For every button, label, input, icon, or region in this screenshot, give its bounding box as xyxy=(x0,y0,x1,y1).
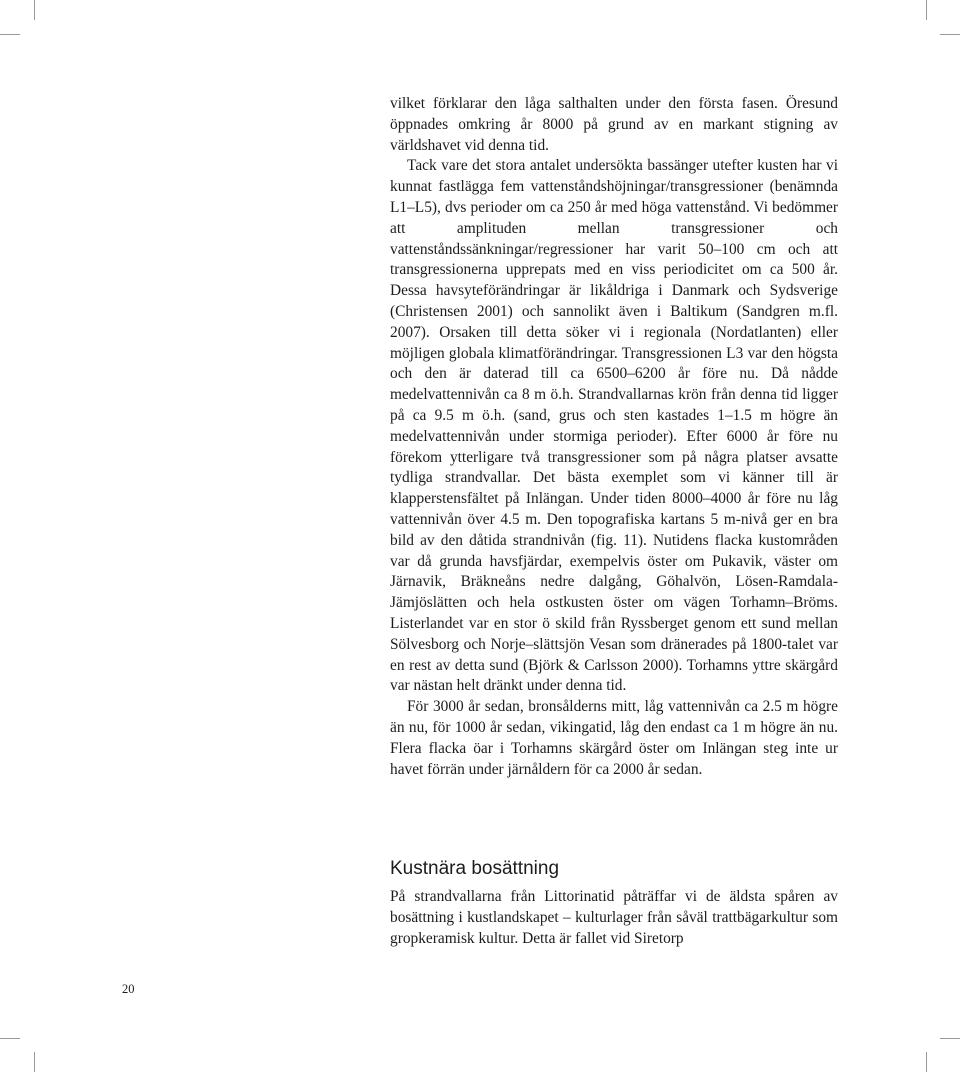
body-text-column xyxy=(390,94,838,780)
crop-mark-top-right xyxy=(926,0,927,20)
section-paragraph: På strandvallarna från Littorinatid påträffar vi de äldsta spåren av bosättning i kustlandskapet – kulturlager från såväl trattbägarkultur som gropkeramisk kultur. Detta är fallet vid Siretorp xyxy=(390,888,838,947)
crop-mark-bottom-right xyxy=(926,1052,927,1072)
section-heading: Kustnära bosättning xyxy=(390,858,560,879)
paragraph-3: För 3000 år sedan, bronsålderns mitt, låg vattennivån ca 2.5 m högre än nu, för 1000 år sedan, vikingatid, låg den endast ca 1 m högre än nu. Flera flacka öar i Torhamns skärgård öster om Inlängan steg inte ur havet förrän under järnåldern för ca 2000 år sedan. xyxy=(390,698,838,778)
page-number: 20 xyxy=(122,982,135,996)
crop-mark-left-bottom xyxy=(0,1038,20,1039)
section-body xyxy=(390,887,838,949)
crop-mark-right-top xyxy=(940,34,960,35)
crop-mark-bottom-left xyxy=(34,1052,35,1072)
paragraph-1: vilket förklarar den låga salthalten under den första fasen. Öresund öppnades omkring år 8000 på grund av en markant stigning av världshavet vid denna tid. xyxy=(390,95,838,154)
crop-mark-top-left xyxy=(34,0,35,20)
crop-mark-right-bottom xyxy=(940,1038,960,1039)
paragraph-2: Tack vare det stora antalet undersökta bassänger utefter kusten har vi kunnat fastlägga fem vattenståndshöjningar/transgressioner (benämnda L1–L5), dvs perioder om ca 250 år med höga vattenstånd. Vi bedömmer att amplituden mellan transgressioner och vattenståndssänkningar/regressioner har varit 50–100 cm och att transgressionerna upprepats med en viss periodicitet om ca 500 år. Dessa havsyteförändringar är likåldriga i Danmark och Sydsverige (Christensen 2001) och sannolikt även i Baltikum (Sandgren m.fl. 2007). Orsaken till detta söker vi i regionala (Nordatlanten) eller möjligen globala klimatförändringar. Transgressionen L3 var den högsta och den är daterad till ca 6500–6200 år före nu. Då nådde medelvattennivån ca 8 m ö.h. Strandvallarnas krön från denna tid ligger på ca 9.5 m ö.h. (sand, grus och sten kastades 1–1.5 m högre än medelvattennivån under stormiga perioder). Efter 6000 år före nu förekom ytterligare två transgressioner som på några platser avsatte tydliga strandvallar. Det bästa exemplet som vi känner till är klapperstensfältet på Inlängan. Under tiden 8000–4000 år före nu låg vattennivån över 4.5 m. Den topografiska kartans 5 m-nivå ger en bra bild av den dåtida strandnivån (fig. 11). Nutidens flacka kustområden var då grunda havsfjärdar, exempelvis öster om Pukavik, väster om Järnavik, Bräkneåns nedre dalgång, Göhalvön, Lösen-Ramdala-Jämjöslätten och hela ostkusten öster om vägen Torhamn–Bröms. Listerlandet var en stor ö skild från Ryssberget genom ett sund mellan Sölvesborg och Norje–slättsjön Vesan som dränerades på 1800-talet var en rest av detta sund (Björk & Carlsson 2000). Torhamns yttre skärgård var nästan helt dränkt under denna tid. xyxy=(390,157,838,695)
crop-mark-left-top xyxy=(0,34,20,35)
